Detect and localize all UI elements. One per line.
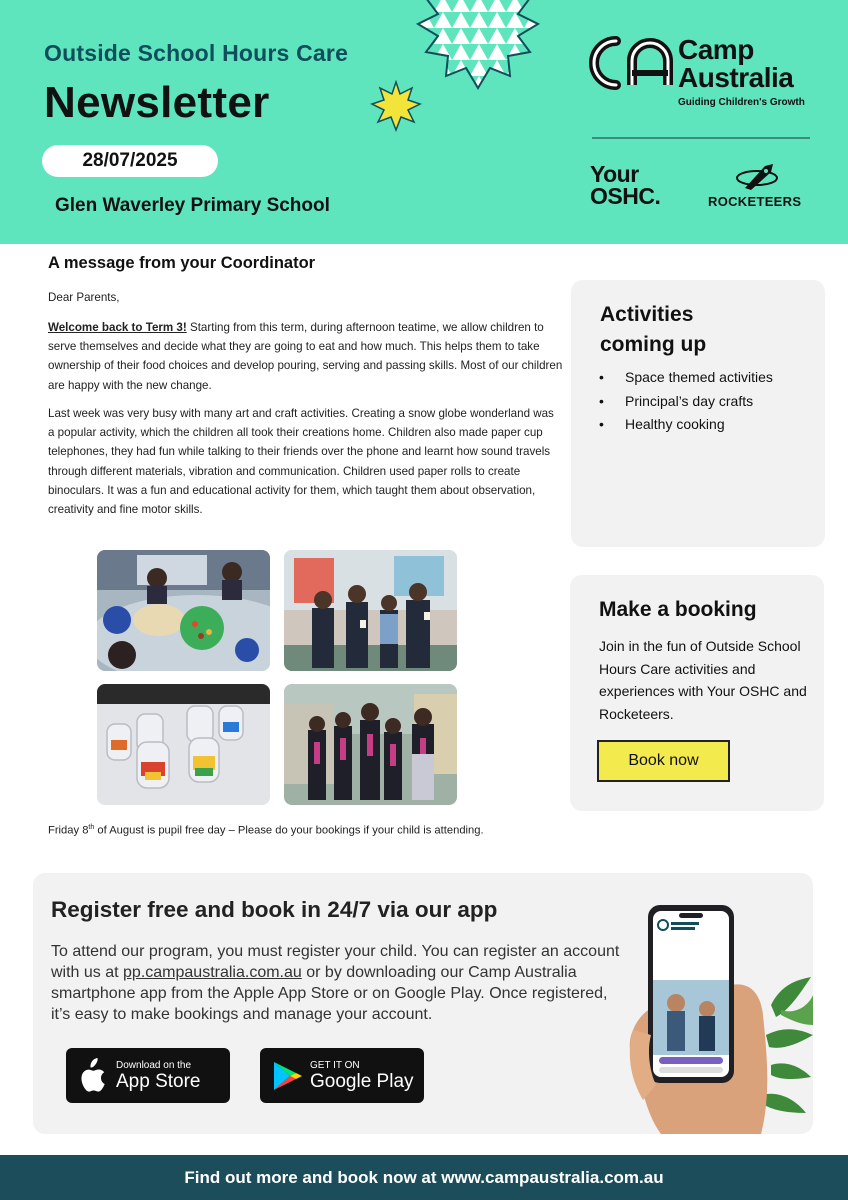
footer-banner[interactable]: Find out more and book now at www.campaustralia.com.au	[0, 1155, 848, 1200]
activities-card	[571, 280, 825, 547]
apple-icon	[66, 1056, 116, 1096]
header-subtitle: Outside School Hours Care	[44, 40, 349, 66]
your-oshc-logo: Your OSHC.	[590, 161, 661, 209]
photo-paper-cup-telephones	[284, 550, 457, 671]
google-play-button[interactable]: GET IT ON Google Play	[260, 1048, 424, 1103]
book-now-button[interactable]: Book now	[597, 740, 730, 782]
phone-in-hand-illustration	[621, 885, 813, 1134]
portal-link[interactable]: pp.campaustralia.com.au	[123, 964, 302, 981]
header-divider	[592, 137, 810, 139]
list-item: • Principal’s day crafts	[599, 392, 754, 409]
photo-teatime	[97, 550, 270, 671]
register-heading: Register free and book in 24/7 via our app	[51, 897, 498, 922]
camp-australia-wordmark: Camp Australia	[678, 34, 794, 93]
activities-list	[599, 366, 773, 437]
list-item: • Healthy cooking	[599, 416, 725, 432]
photo-snow-globes	[97, 684, 270, 805]
booking-text: Join in the fun of Outside School Hours Care activities and experiences with Your OSHC and Rocketeers.	[599, 638, 807, 722]
app-store-button[interactable]: Download on the App Store	[66, 1048, 230, 1103]
booking-card	[570, 575, 824, 811]
camp-australia-logo-icon	[586, 35, 674, 91]
greeting: Dear Parents,	[48, 291, 120, 304]
decorative-star-icon	[398, 0, 558, 90]
newsletter-date: 28/07/2025	[42, 145, 218, 177]
message-heading: A message from your Coordinator	[48, 254, 316, 272]
photo-binoculars	[284, 684, 457, 805]
booking-heading: Make a booking	[599, 598, 757, 621]
sun-burst-icon	[370, 80, 422, 132]
page-title: Newsletter	[44, 78, 270, 127]
camp-australia-tagline: Guiding Children's Growth	[678, 97, 805, 108]
rocketeers-logo: ROCKETEERS	[708, 194, 802, 209]
rocket-icon	[735, 160, 781, 192]
newsletter-header	[0, 0, 848, 244]
message-paragraph-2: Last week was very busy with many art and craft activities. Creating a snow globe wonderland was a popular activity, which the children all took their creations home. Children also made paper cup telephones, they had fun while talking to their friends over the phone and learnt how sound travels through different materials, vibration and communication. Children used paper rolls to create binoculars. It was a fun and educational activity for them, which taught them about observation, creativity and fine motor skills.	[48, 407, 554, 517]
message-paragraph-1: Welcome back to Term 3! Starting from this term, during afternoon teatime, we allow children to serve themselves and decide what they are going to eat and how much. This helps them to take ownership of their food choices and develop pouring, serving and passing skills. Most of our children are happy with the new change.	[48, 321, 563, 392]
list-item: • Space themed activities	[599, 369, 773, 385]
term-welcome: Welcome back to Term 3!	[48, 321, 187, 334]
google-play-icon	[260, 1056, 310, 1096]
register-panel	[33, 873, 813, 1134]
register-text: To attend our program, you must register your child. You can register an account with us at pp.campaustralia.com.au or by downloading our Camp Australia smartphone app from the Apple App Store or on Google Play. Once registered, it’s easy to make bookings and manage your account.	[51, 943, 620, 1023]
school-name: Glen Waverley Primary School	[55, 195, 330, 216]
activities-heading: Activities coming up	[600, 303, 707, 356]
pupil-free-day-note: Friday 8th of August is pupil free day – Please do your bookings if your child is attending.	[48, 824, 484, 837]
